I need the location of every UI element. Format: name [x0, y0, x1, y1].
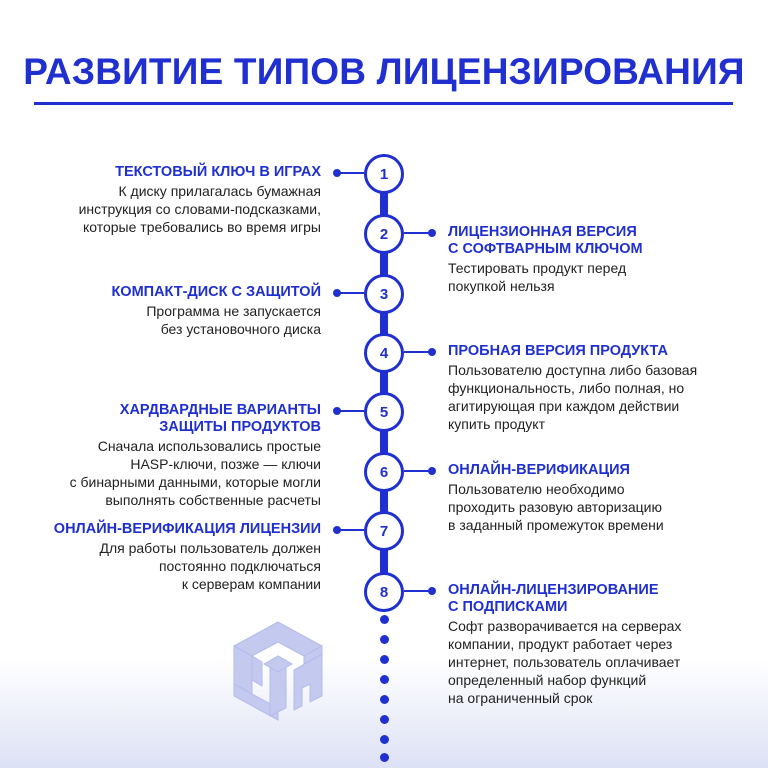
- step-7-description: Для работы пользователь должен постоянно подключаться к серверам компании: [99, 540, 321, 592]
- step-6-circle: [364, 452, 404, 492]
- timeline-dot: [380, 675, 389, 684]
- step-5-connector: [337, 410, 364, 412]
- step-3-description: Программа не запускается без установочного диска: [146, 303, 321, 337]
- step-6: [448, 462, 664, 534]
- step-5: [70, 402, 321, 509]
- step-8-connector: [404, 590, 432, 592]
- step-6-heading: ОНЛАЙН-ВЕРИФИКАЦИЯ: [448, 462, 630, 478]
- step-number: 6: [379, 463, 389, 481]
- timeline-dot: [380, 715, 389, 724]
- timeline-dot: [380, 695, 389, 704]
- step-4-circle: [364, 333, 404, 373]
- page-title: РАЗВИТИЕ ТИПОВ ЛИЦЕНЗИРОВАНИЯ: [23, 51, 745, 92]
- step-1-description: К диску прилагалась бумажная инструкция со словами-подсказками, которые требовались во время игры: [78, 183, 321, 235]
- step-number: 1: [379, 165, 389, 183]
- step-number: 2: [379, 225, 389, 243]
- step-5-heading: ХАРДВАРДНЫЕ ВАРИАНТЫ ЗАЩИТЫ ПРОДУКТОВ: [119, 402, 321, 435]
- step-5-circle: [364, 392, 404, 432]
- step-2-circle: [364, 214, 404, 254]
- step-2-heading: ЛИЦЕНЗИОННАЯ ВЕРСИЯ С СОФТВАРНЫМ КЛЮЧОМ: [448, 224, 643, 257]
- timeline-dot: [380, 735, 389, 744]
- step-number: 5: [379, 403, 389, 421]
- step-2: [448, 224, 643, 295]
- step-6-description: Пользователю необходимо проходить разовую авторизацию в заданный промежуток времени: [448, 481, 664, 533]
- step-number: 8: [379, 583, 389, 601]
- timeline-dot: [380, 655, 389, 664]
- step-3-connector: [337, 292, 364, 294]
- step-3-heading: КОМПАКТ-ДИСК С ЗАЩИТОЙ: [111, 284, 321, 300]
- step-3-circle: [364, 274, 404, 314]
- step-2-description: Тестировать продукт перед покупкой нельзя: [448, 260, 627, 294]
- timeline-dot: [380, 753, 389, 762]
- step-number: 3: [379, 285, 389, 303]
- step-8-description: Софт разворачивается на серверах компании, продукт работает через интернет, пользователь оплачивает определенный набор функций на ограниченный срок: [448, 618, 682, 706]
- step-1-heading: ТЕКСТОВЫЙ КЛЮЧ В ИГРАХ: [115, 164, 321, 180]
- step-5-description: Сначала использовались простые HASP-ключи, позже — ключи с бинарными данными, которые могли выполнять собственные расчеты: [69, 438, 321, 508]
- step-4-description: Пользователю доступна либо базовая функциональность, либо полная, но агитирующая при каждом действии купить продукт: [448, 362, 698, 432]
- title-underline: [34, 102, 733, 105]
- step-4: [448, 343, 697, 433]
- step-3: [111, 284, 321, 338]
- step-8-heading: ОНЛАЙН-ЛИЦЕНЗИРОВАНИЕ С ПОДПИСКАМИ: [448, 582, 659, 615]
- step-1-circle: [364, 154, 404, 194]
- timeline-dot: [380, 635, 389, 644]
- step-8-circle: [364, 572, 404, 612]
- step-8: [448, 582, 681, 707]
- step-7-circle: [364, 511, 404, 551]
- step-4-heading: ПРОБНАЯ ВЕРСИЯ ПРОДУКТА: [448, 343, 668, 359]
- cai-logo-icon: [222, 616, 334, 726]
- step-4-connector: [404, 351, 432, 353]
- step-1: [79, 164, 321, 236]
- timeline-dot: [380, 615, 389, 624]
- step-1-connector: [337, 172, 364, 174]
- step-number: 4: [379, 344, 389, 362]
- step-7-heading: ОНЛАЙН-ВЕРИФИКАЦИЯ ЛИЦЕНЗИИ: [53, 521, 321, 537]
- step-2-connector: [404, 232, 432, 234]
- step-number: 7: [379, 522, 389, 540]
- step-7-connector: [337, 529, 364, 531]
- step-7: [54, 521, 321, 593]
- step-6-connector: [404, 470, 432, 472]
